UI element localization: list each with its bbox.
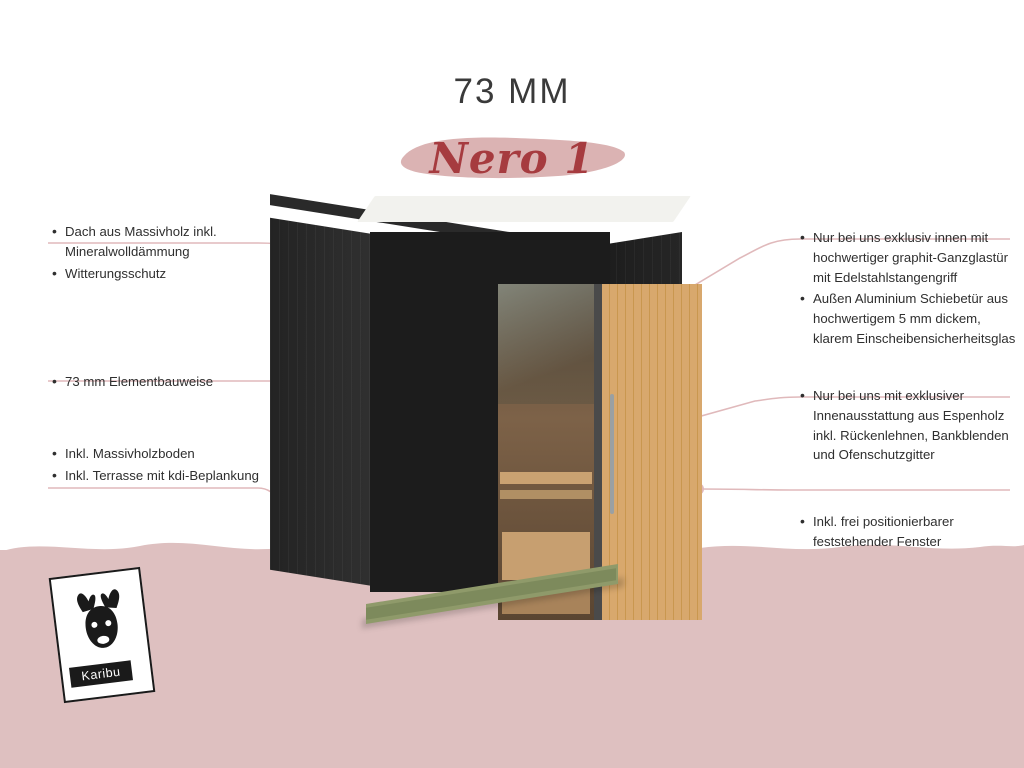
- door-handle: [610, 394, 614, 514]
- deer-head-icon: [68, 583, 134, 660]
- page-title-thickness: 73 MM: [453, 72, 571, 111]
- callout-top-right: [798, 228, 1016, 351]
- callout-item: • Inkl. Terrasse mit kdi-Beplankung: [50, 466, 300, 486]
- callout-item: • Dach aus Massivholz inkl. Mineralwolldämmung: [50, 222, 300, 262]
- front-frame: [370, 232, 610, 592]
- callout-item: • Witterungsschutz: [50, 264, 300, 284]
- callout-item: • Außen Aluminium Schiebetür aus hochwertigem 5 mm dickem, klarem Einscheibensicherheitsglas: [798, 289, 1016, 348]
- logo-wordmark: Karibu: [69, 660, 133, 687]
- callout-top-left: [50, 222, 300, 285]
- callout-mid-right: [798, 386, 1016, 467]
- upper-bench: [500, 472, 592, 484]
- callout-mid-left: [50, 372, 300, 394]
- callout-item: • Nur bei uns mit exklusiver Innenausstattung aus Espenholz inkl. Rückenlehnen, Bankblenden und Ofenschutzgitter: [798, 386, 1016, 465]
- sauna-cabin-illustration: [262, 196, 702, 616]
- callout-item: • Nur bei uns exklusiv innen mit hochwertiger graphit-Ganzglastür mit Edelstahlstangengriff: [798, 228, 1016, 287]
- callout-bottom-left: [50, 444, 300, 488]
- glass-reflection: [498, 284, 594, 404]
- page-title-model: Nero 1: [429, 134, 595, 183]
- callout-item: • Inkl. frei positionierbarer feststehender Fenster: [798, 512, 1016, 552]
- callout-item: • Inkl. Massivholzboden: [50, 444, 300, 464]
- brand-logo: [56, 572, 148, 700]
- roof-panel: [357, 196, 691, 222]
- bench-backrest: [500, 490, 592, 499]
- callout-item: • 73 mm Elementbauweise: [50, 372, 300, 392]
- callout-bottom-right: [798, 512, 1016, 554]
